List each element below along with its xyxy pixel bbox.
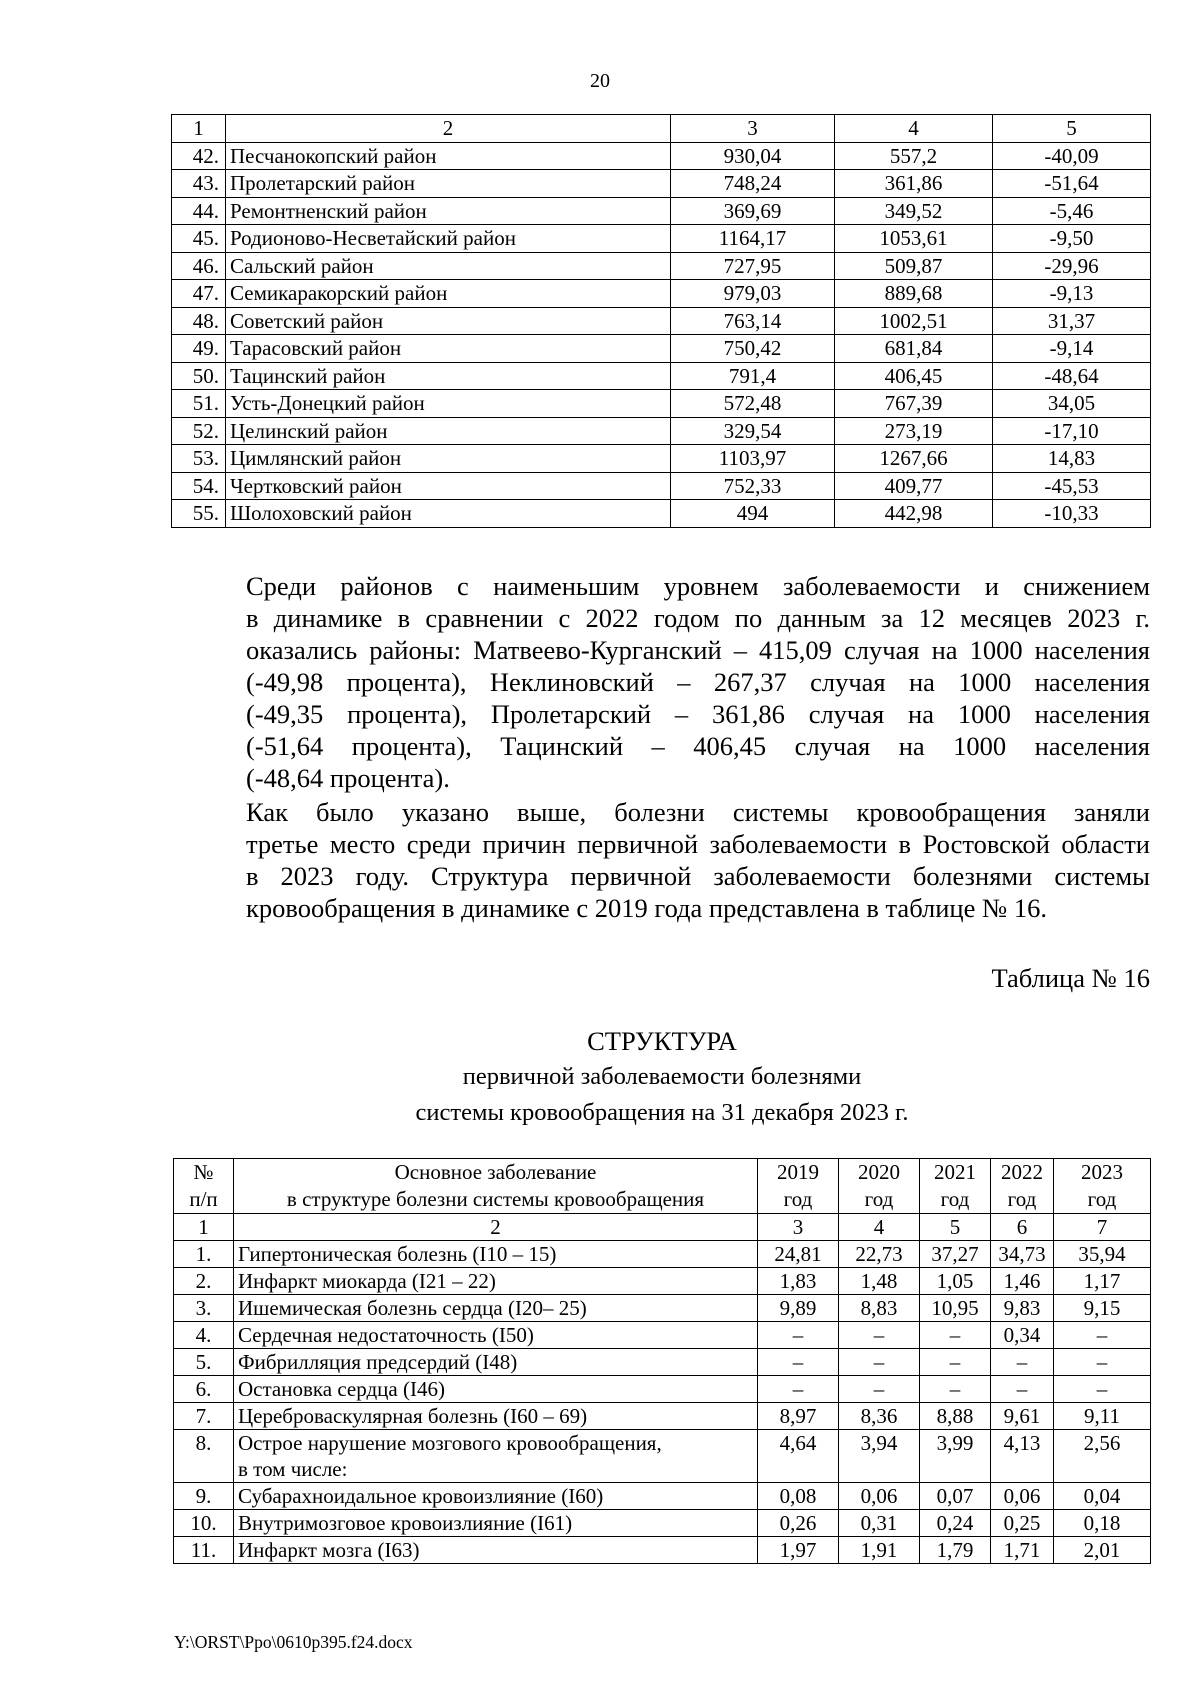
value-cell: 0,25 (991, 1510, 1054, 1537)
table-label: Таблица № 16 (991, 963, 1150, 993)
paragraph-line: в 2023 году. Структура первичной заболеваемости болезнями системы (246, 861, 1150, 891)
value-cell: – (991, 1349, 1054, 1376)
row-number: 2. (174, 1268, 234, 1295)
value-cell: 0,34 (991, 1322, 1054, 1349)
value-cell: 3,94 (839, 1430, 920, 1483)
value-cell: 1,83 (758, 1268, 839, 1295)
paragraph-line: в динамике в сравнении с 2022 годом по данным за 12 месяцев 2023 г. (246, 603, 1150, 633)
row-number: 54. (172, 472, 226, 500)
value-cell: 8,88 (920, 1403, 991, 1430)
value-cell: 409,77 (835, 472, 993, 500)
row-number: 43. (172, 170, 226, 198)
district-incidence-table (171, 114, 1151, 528)
row-number: 46. (172, 252, 226, 280)
header-year-2021 (920, 1159, 991, 1214)
value-cell: – (1054, 1322, 1151, 1349)
row-number: 10. (174, 1510, 234, 1537)
change-cell: -9,14 (993, 335, 1151, 363)
value-cell: 0,04 (1054, 1483, 1151, 1510)
table-title: СТРУКТУРА (587, 1026, 737, 1056)
disease-name-line: Внутримозговое кровоизлияние (I61) (238, 1511, 573, 1535)
table-row (172, 362, 1151, 390)
value-cell: 791,4 (671, 362, 835, 390)
value-cell: 329,54 (671, 417, 835, 445)
district-name: Тацинский район (226, 362, 671, 390)
column-number-cell: 3 (671, 115, 835, 143)
header-disease (234, 1159, 758, 1214)
table-row (172, 307, 1151, 335)
district-name: Семикаракорский район (226, 280, 671, 308)
row-number: 11. (174, 1537, 234, 1564)
value-cell: 1,91 (839, 1537, 920, 1564)
value-cell: 361,86 (835, 170, 993, 198)
value-cell: 763,14 (671, 307, 835, 335)
disease-name-line: Цереброваскулярная болезнь (I60 – 69) (238, 1404, 588, 1428)
header-year-2019 (758, 1159, 839, 1214)
value-cell: 1,79 (920, 1537, 991, 1564)
header-year-unit: год (1087, 1187, 1117, 1211)
value-cell: 24,81 (758, 1241, 839, 1268)
row-number: 45. (172, 225, 226, 253)
header-year-value: 2021 (934, 1160, 976, 1184)
value-cell: 9,83 (991, 1295, 1054, 1322)
value-cell: 767,39 (835, 390, 993, 418)
change-cell: -48,64 (993, 362, 1151, 390)
header-year-value: 2020 (858, 1160, 900, 1184)
value-cell: 494 (671, 500, 835, 528)
value-cell: 2,01 (1054, 1537, 1151, 1564)
value-cell: – (839, 1322, 920, 1349)
district-name: Шолоховский район (226, 500, 671, 528)
table-row (174, 1322, 1151, 1349)
row-number: 48. (172, 307, 226, 335)
disease-name-line: Гипертоническая болезнь (I10 – 15) (238, 1242, 557, 1266)
header-year-2022 (991, 1159, 1054, 1214)
disease-name-line: Сердечная недостаточность (I50) (238, 1323, 534, 1347)
row-number: 44. (172, 197, 226, 225)
disease-name (234, 1483, 758, 1510)
table-row (172, 252, 1151, 280)
value-cell: 369,69 (671, 197, 835, 225)
table-row (172, 472, 1151, 500)
value-cell: – (920, 1349, 991, 1376)
change-cell: -40,09 (993, 142, 1151, 170)
value-cell: 22,73 (839, 1241, 920, 1268)
value-cell: 406,45 (835, 362, 993, 390)
table-row (172, 445, 1151, 473)
change-cell: 31,37 (993, 307, 1151, 335)
table-header-row (174, 1159, 1151, 1214)
value-cell: 0,08 (758, 1483, 839, 1510)
circulatory-disease-structure-table (173, 1158, 1151, 1564)
change-cell: 34,05 (993, 390, 1151, 418)
header-year-2020 (839, 1159, 920, 1214)
row-number: 4. (174, 1322, 234, 1349)
value-cell: 979,03 (671, 280, 835, 308)
paragraph-line: кровообращения в динамике с 2019 года представлена в таблице № 16. (246, 893, 1048, 923)
value-cell: 0,18 (1054, 1510, 1151, 1537)
column-number-cell: 1 (174, 1214, 234, 1241)
table-row (172, 417, 1151, 445)
disease-name (234, 1295, 758, 1322)
table-row (174, 1537, 1151, 1564)
district-name: Родионово-Несветайский район (226, 225, 671, 253)
district-name: Сальский район (226, 252, 671, 280)
header-year-value: 2022 (1001, 1160, 1043, 1184)
header-year-value: 2019 (777, 1160, 819, 1184)
column-number-cell: 1 (172, 115, 226, 143)
row-number: 53. (172, 445, 226, 473)
table-row (174, 1295, 1151, 1322)
value-cell: 750,42 (671, 335, 835, 363)
district-name: Пролетарский район (226, 170, 671, 198)
header-year-unit: год (783, 1187, 813, 1211)
row-number: 1. (174, 1241, 234, 1268)
value-cell: 4,13 (991, 1430, 1054, 1483)
value-cell: 1164,17 (671, 225, 835, 253)
value-cell: 2,56 (1054, 1430, 1151, 1483)
disease-name-line: Острое нарушение мозгового кровообращения, (238, 1431, 662, 1455)
district-name: Тарасовский район (226, 335, 671, 363)
row-number: 9. (174, 1483, 234, 1510)
header-year-value: 2023 (1081, 1160, 1123, 1184)
file-path-footer: Y:\ORST\Ppo\0610p395.f24.docx (174, 1632, 413, 1652)
column-number-cell: 3 (758, 1214, 839, 1241)
disease-name (234, 1349, 758, 1376)
value-cell: 0,06 (991, 1483, 1054, 1510)
value-cell: 37,27 (920, 1241, 991, 1268)
value-cell: 9,89 (758, 1295, 839, 1322)
district-name: Усть-Донецкий район (226, 390, 671, 418)
row-number: 50. (172, 362, 226, 390)
value-cell: 0,07 (920, 1483, 991, 1510)
change-cell: -17,10 (993, 417, 1151, 445)
value-cell: 1,97 (758, 1537, 839, 1564)
column-number-cell: 5 (993, 115, 1151, 143)
column-number-cell: 7 (1054, 1214, 1151, 1241)
value-cell: 10,95 (920, 1295, 991, 1322)
table-row (174, 1349, 1151, 1376)
table-row (172, 390, 1151, 418)
value-cell: 1053,61 (835, 225, 993, 253)
value-cell: 752,33 (671, 472, 835, 500)
value-cell: 9,15 (1054, 1295, 1151, 1322)
value-cell: – (991, 1376, 1054, 1403)
value-cell: 1103,97 (671, 445, 835, 473)
change-cell: -51,64 (993, 170, 1151, 198)
row-number: 52. (172, 417, 226, 445)
value-cell: 0,24 (920, 1510, 991, 1537)
paragraph-line: третье место среди причин первичной заболеваемости в Ростовской области (246, 829, 1150, 859)
row-number: 8. (174, 1430, 234, 1483)
value-cell: – (758, 1349, 839, 1376)
header-number-line1: № (193, 1160, 214, 1184)
header-year-unit: год (864, 1187, 894, 1211)
row-number: 42. (172, 142, 226, 170)
value-cell: 8,83 (839, 1295, 920, 1322)
table-row (172, 280, 1151, 308)
table-header-row (172, 115, 1151, 143)
value-cell: 35,94 (1054, 1241, 1151, 1268)
disease-name-line: Субарахноидальное кровоизлияние (I60) (238, 1484, 604, 1508)
value-cell: 889,68 (835, 280, 993, 308)
value-cell: 442,98 (835, 500, 993, 528)
table-subtitle-line1: первичной заболеваемости болезнями (462, 1063, 862, 1090)
table-row (174, 1430, 1151, 1483)
value-cell: 1,71 (991, 1537, 1054, 1564)
value-cell: 1002,51 (835, 307, 993, 335)
value-cell: – (758, 1376, 839, 1403)
table-row (172, 335, 1151, 363)
table-row (172, 197, 1151, 225)
disease-name (234, 1268, 758, 1295)
change-cell: 14,83 (993, 445, 1151, 473)
table-subtitle-line2: системы кровообращения на 31 декабря 2023 г. (415, 1099, 909, 1126)
disease-name (234, 1537, 758, 1564)
value-cell: – (1054, 1349, 1151, 1376)
header-disease-line2: в структуре болезни системы кровообращения (286, 1187, 705, 1211)
column-number-row (174, 1214, 1151, 1241)
paragraph-line: (-51,64 процента), Тацинский – 406,45 случая на 1000 населения (246, 731, 1150, 761)
value-cell: 9,11 (1054, 1403, 1151, 1430)
value-cell: 273,19 (835, 417, 993, 445)
row-number: 6. (174, 1376, 234, 1403)
disease-name (234, 1322, 758, 1349)
column-number-cell: 4 (839, 1214, 920, 1241)
table-row (172, 500, 1151, 528)
value-cell: 930,04 (671, 142, 835, 170)
header-number (174, 1159, 234, 1214)
row-number: 55. (172, 500, 226, 528)
row-number: 49. (172, 335, 226, 363)
disease-name-line: Фибрилляция предсердий (I48) (238, 1350, 518, 1374)
value-cell: 1,48 (839, 1268, 920, 1295)
value-cell: 34,73 (991, 1241, 1054, 1268)
paragraph-line: (-48,64 процента). (246, 763, 450, 793)
value-cell: 0,06 (839, 1483, 920, 1510)
disease-name (234, 1510, 758, 1537)
row-number: 47. (172, 280, 226, 308)
value-cell: 0,31 (839, 1510, 920, 1537)
header-year-unit: год (940, 1187, 970, 1211)
value-cell: – (758, 1322, 839, 1349)
header-year-unit: год (1007, 1187, 1037, 1211)
disease-name-line: Ишемическая болезнь сердца (I20– 25) (238, 1296, 587, 1320)
table-row (172, 225, 1151, 253)
value-cell: 4,64 (758, 1430, 839, 1483)
header-year-2023 (1054, 1159, 1151, 1214)
district-name: Ремонтненский район (226, 197, 671, 225)
value-cell: 3,99 (920, 1430, 991, 1483)
row-number: 5. (174, 1349, 234, 1376)
value-cell: 681,84 (835, 335, 993, 363)
table-row (174, 1241, 1151, 1268)
value-cell: – (839, 1376, 920, 1403)
district-name: Песчанокопский район (226, 142, 671, 170)
column-number-cell: 5 (920, 1214, 991, 1241)
value-cell: 1,17 (1054, 1268, 1151, 1295)
table-row (172, 170, 1151, 198)
table-row (174, 1403, 1151, 1430)
paragraph-lowest-incidence (174, 570, 1150, 794)
disease-name-line: Остановка сердца (I46) (238, 1377, 445, 1401)
district-name: Чертковский район (226, 472, 671, 500)
change-cell: -10,33 (993, 500, 1151, 528)
header-disease-line1: Основное заболевание (394, 1160, 597, 1184)
value-cell: 509,87 (835, 252, 993, 280)
value-cell: 1267,66 (835, 445, 993, 473)
table-row (174, 1510, 1151, 1537)
change-cell: -29,96 (993, 252, 1151, 280)
district-name: Цимлянский район (226, 445, 671, 473)
value-cell: 9,61 (991, 1403, 1054, 1430)
change-cell: -9,50 (993, 225, 1151, 253)
value-cell: 1,05 (920, 1268, 991, 1295)
disease-name (234, 1241, 758, 1268)
value-cell: – (1054, 1376, 1151, 1403)
table-row (174, 1268, 1151, 1295)
disease-name (234, 1403, 758, 1430)
table-row (174, 1376, 1151, 1403)
value-cell: 0,26 (758, 1510, 839, 1537)
row-number: 3. (174, 1295, 234, 1322)
table-row (172, 142, 1151, 170)
disease-name (234, 1376, 758, 1403)
column-number-cell: 2 (226, 115, 671, 143)
value-cell: 727,95 (671, 252, 835, 280)
disease-name-line: Инфаркт мозга (I63) (238, 1538, 420, 1562)
column-number-cell: 2 (234, 1214, 758, 1241)
row-number: 51. (172, 390, 226, 418)
value-cell: 1,46 (991, 1268, 1054, 1295)
change-cell: -45,53 (993, 472, 1151, 500)
table-row (174, 1483, 1151, 1510)
change-cell: -9,13 (993, 280, 1151, 308)
paragraph-line: Как было указано выше, болезни системы кровообращения заняли (246, 797, 1150, 827)
value-cell: 557,2 (835, 142, 993, 170)
value-cell: 748,24 (671, 170, 835, 198)
column-number-cell: 6 (991, 1214, 1054, 1241)
value-cell: 8,36 (839, 1403, 920, 1430)
change-cell: -5,46 (993, 197, 1151, 225)
paragraph-circulatory-diseases (174, 796, 1150, 924)
disease-name-line: Инфаркт миокарда (I21 – 22) (238, 1269, 496, 1293)
header-number-line2: п/п (189, 1187, 218, 1211)
paragraph-line: (-49,35 процента), Пролетарский – 361,86 случая на 1000 населения (246, 699, 1150, 729)
value-cell: 8,97 (758, 1403, 839, 1430)
column-number-cell: 4 (835, 115, 993, 143)
paragraph-line: Среди районов с наименьшим уровнем заболеваемости и снижением (246, 571, 1150, 601)
page-number: 20 (590, 70, 610, 92)
disease-name-line: в том числе: (238, 1457, 348, 1481)
row-number: 7. (174, 1403, 234, 1430)
district-name: Советский район (226, 307, 671, 335)
value-cell: – (920, 1322, 991, 1349)
value-cell: – (839, 1349, 920, 1376)
paragraph-line: (-49,98 процента), Неклиновский – 267,37 случая на 1000 населения (246, 667, 1150, 697)
district-name: Целинский район (226, 417, 671, 445)
value-cell: 572,48 (671, 390, 835, 418)
paragraph-line: оказались районы: Матвеево-Курганский – 415,09 случая на 1000 населения (246, 635, 1150, 665)
disease-name (234, 1430, 758, 1483)
value-cell: – (920, 1376, 991, 1403)
value-cell: 349,52 (835, 197, 993, 225)
